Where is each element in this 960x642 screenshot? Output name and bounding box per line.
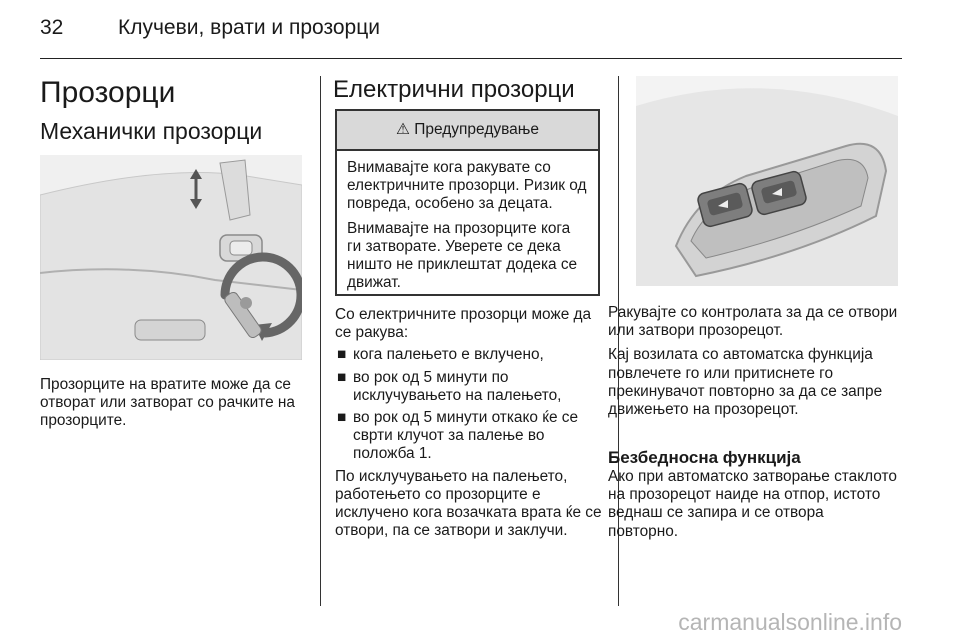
bullet-square-icon: ■ xyxy=(337,368,347,386)
safety-function-text: Ако при автоматско затворање стаклото на прозорецот наиде на отпор, истото веднаш се запира и се отвора повторно. xyxy=(608,468,897,540)
list-item: ■ во рок од 5 минути откако ќе се сврти клучот за палење во положба 1. xyxy=(337,409,579,463)
column-divider-left xyxy=(320,76,321,606)
list-item: ■ во рок од 5 минути по исклучувањето на палењето, xyxy=(337,368,562,404)
manual-window-text: Прозорците на вратите може да се отворат или затворат со рачките на прозорците. xyxy=(40,376,295,430)
intro-text: Со електричните прозорци може да се ракува: xyxy=(335,306,592,342)
manual-window-figure xyxy=(40,155,302,360)
bullet-square-icon: ■ xyxy=(337,409,347,427)
left-caption xyxy=(40,376,308,431)
window-switch-figure xyxy=(636,76,898,286)
operate-control-text: Ракувајте со контролата за да се отвори или затвори прозорецот. xyxy=(608,304,898,340)
automatic-function-text: Кај возилата со автоматска функција повлечете го или притиснете го прекинувачот повторно за да се запре движењето на прозорецот. xyxy=(608,346,883,419)
electric-windows-heading: Електрични прозорци xyxy=(333,76,575,103)
subsection-heading: Механички прозорци xyxy=(40,118,263,144)
warning-box xyxy=(335,109,600,296)
safety-function-heading: Безбедносна функција xyxy=(608,448,801,467)
warning-triangle-icon: ⚠ xyxy=(395,121,410,138)
header-rule xyxy=(40,58,902,59)
chapter-title: Клучеви, врати и прозорци xyxy=(118,16,380,39)
watermark: carmanualsonline.info xyxy=(678,609,902,635)
condition-list xyxy=(335,346,603,463)
electric-windows-text xyxy=(335,306,603,540)
section-heading: Прозорци xyxy=(40,76,176,109)
list-item: ■ кога палењето е вклучено, xyxy=(337,346,544,364)
warning-header xyxy=(337,111,598,151)
warning-paragraph: Внимавајте на прозорците кога ги затворате. Уверете се дека ништо не приклештат додека се движат. xyxy=(347,219,578,292)
warning-paragraph: Внимавајте кога ракувате со електричните прозорци. Ризик од повреда, особено за децата. xyxy=(347,159,587,213)
closing-text: По исклучувањето на палењето, работењето со прозорците е исклучено кога возачката врата ќе се отвори, па се затвори и заклучи. xyxy=(335,467,602,540)
warning-title: Предупредување xyxy=(414,121,540,138)
right-text xyxy=(608,304,898,419)
bullet-square-icon: ■ xyxy=(337,346,347,364)
page-number: 32 xyxy=(40,16,64,39)
